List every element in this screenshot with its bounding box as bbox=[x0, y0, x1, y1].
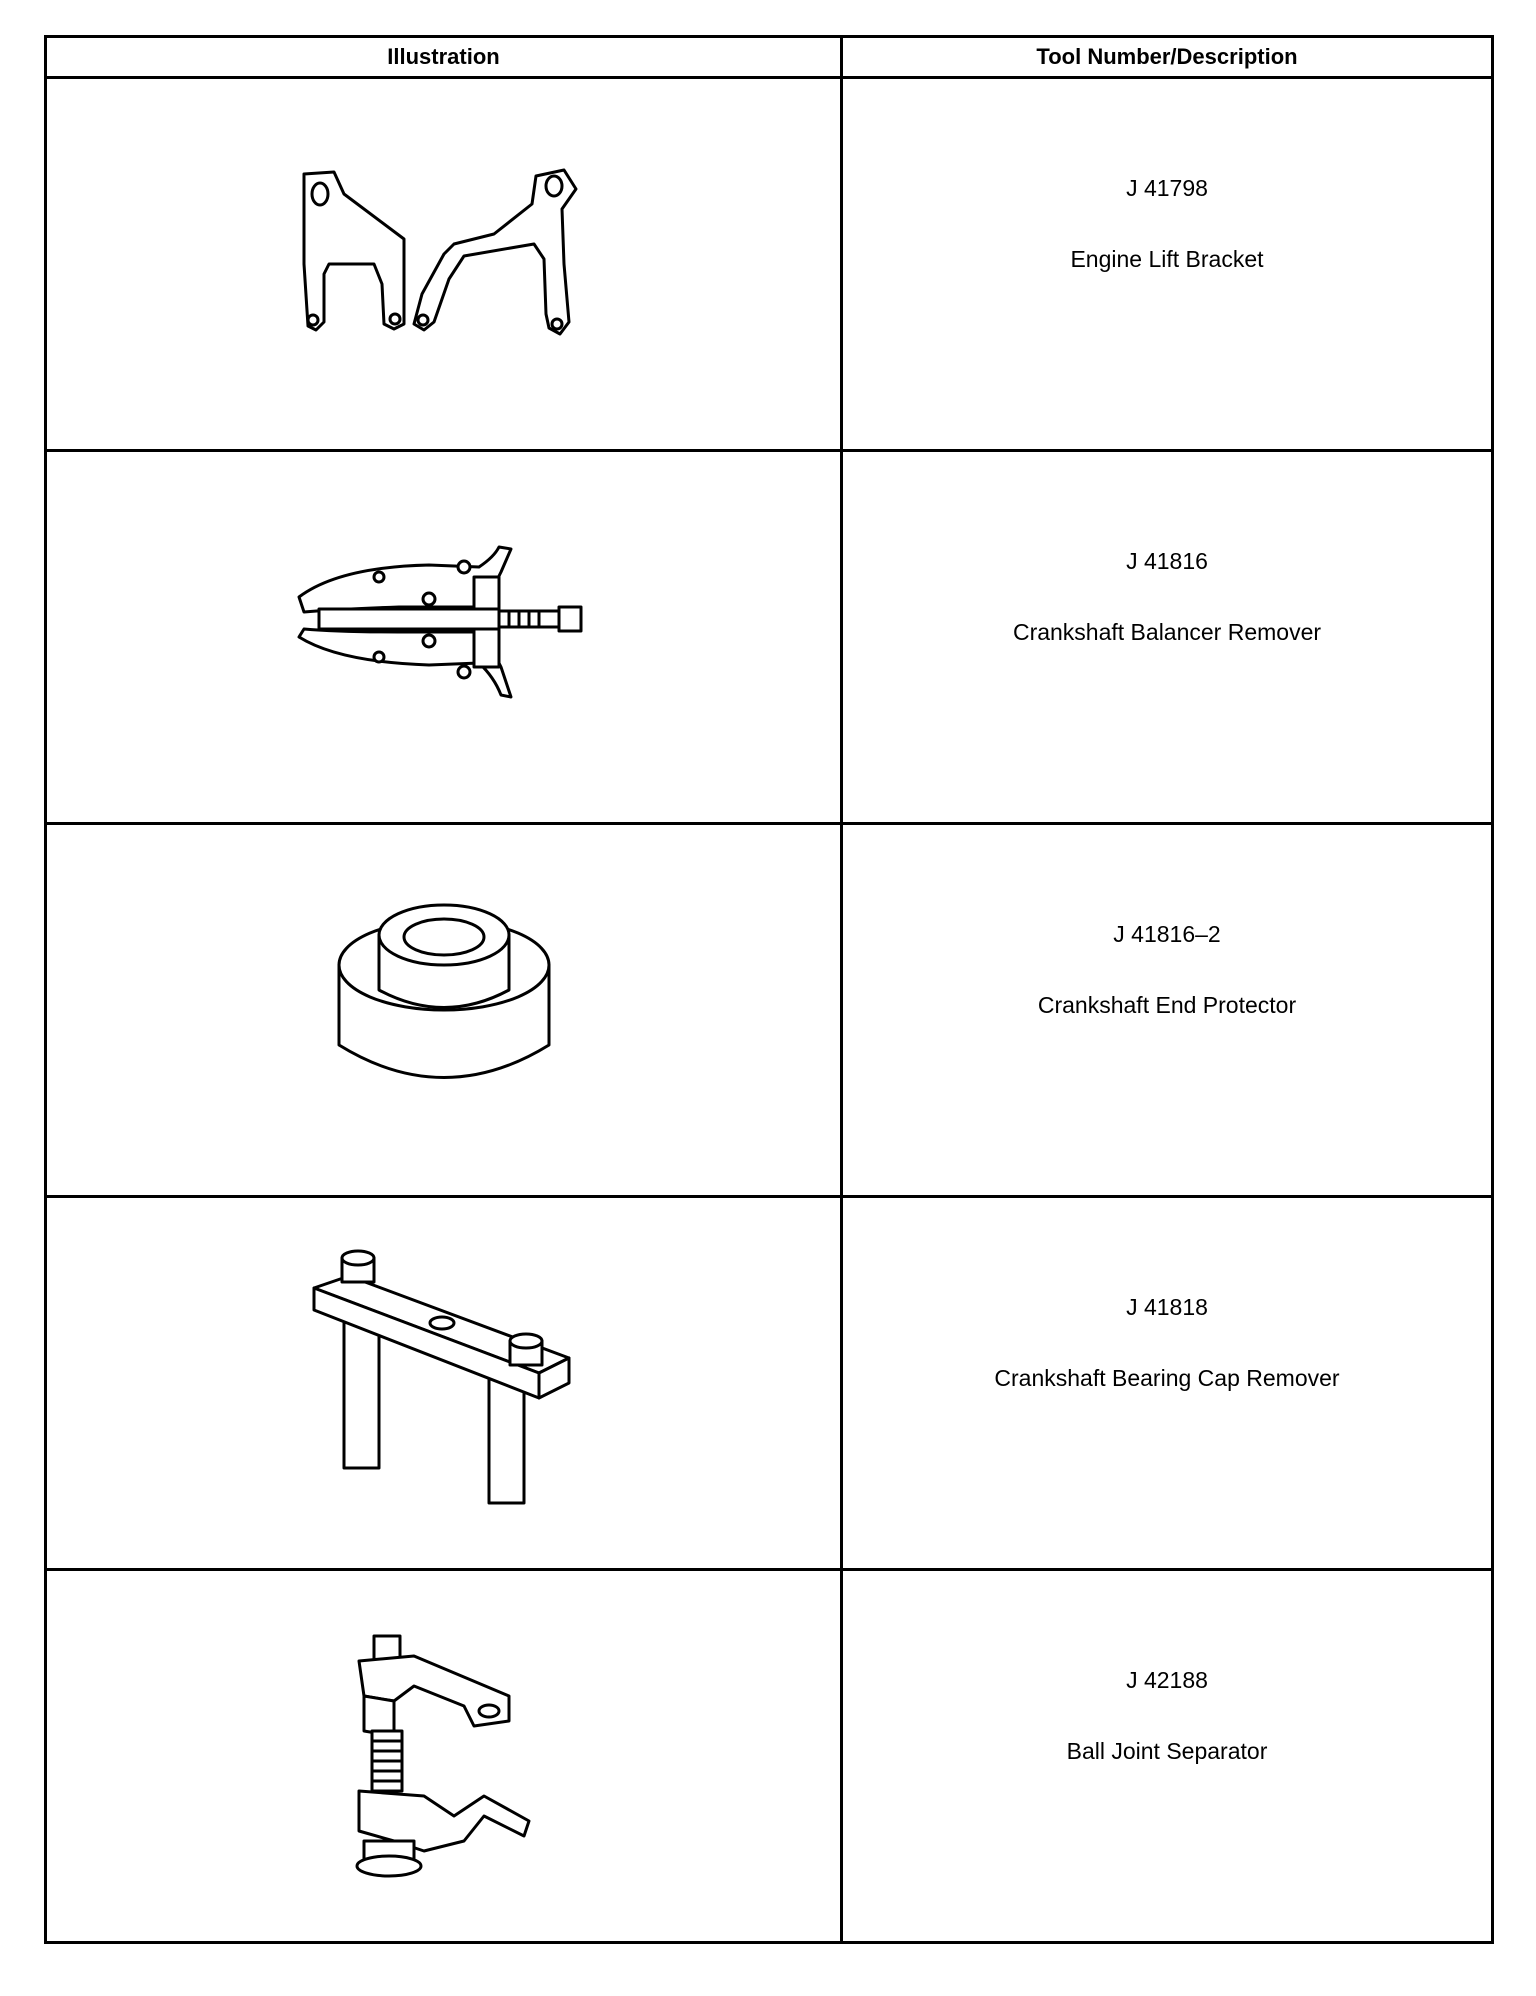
illustration-cell bbox=[46, 78, 842, 451]
tool-description: Engine Lift Bracket bbox=[1070, 246, 1264, 272]
illustration-cell bbox=[46, 451, 842, 824]
balancer-remover-icon bbox=[279, 537, 609, 737]
header-illustration: Illustration bbox=[46, 37, 842, 78]
illustration-cell bbox=[46, 1570, 842, 1943]
tool-description: Crankshaft End Protector bbox=[1037, 992, 1297, 1018]
illustration-cell bbox=[46, 1197, 842, 1570]
tool-cell bbox=[842, 1570, 1493, 1943]
end-protector-icon bbox=[324, 895, 564, 1125]
table-row bbox=[46, 1570, 1493, 1943]
tool-cell bbox=[842, 1197, 1493, 1570]
tools-table bbox=[44, 35, 1494, 1944]
tool-description: Crankshaft Balancer Remover bbox=[1012, 619, 1322, 645]
tool-number: J 41816–2 bbox=[1113, 921, 1221, 947]
tool-number: J 41798 bbox=[1126, 175, 1208, 201]
tool-description: Ball Joint Separator bbox=[1066, 1738, 1268, 1764]
table-row bbox=[46, 824, 1493, 1197]
engine-lift-bracket-icon bbox=[264, 144, 624, 384]
tool-cell bbox=[842, 824, 1493, 1197]
header-row bbox=[46, 37, 1493, 78]
bearing-cap-remover-icon bbox=[294, 1248, 594, 1518]
header-tool-description: Tool Number/Description bbox=[842, 37, 1493, 78]
tool-number: J 41818 bbox=[1126, 1294, 1208, 1320]
illustration-cell bbox=[46, 824, 842, 1197]
tool-cell bbox=[842, 451, 1493, 824]
table-row bbox=[46, 1197, 1493, 1570]
table-row bbox=[46, 451, 1493, 824]
ball-joint-separator-icon bbox=[334, 1626, 554, 1886]
tool-cell bbox=[842, 78, 1493, 451]
table-row bbox=[46, 78, 1493, 451]
tool-number: J 42188 bbox=[1126, 1667, 1208, 1693]
tool-description: Crankshaft Bearing Cap Remover bbox=[994, 1365, 1340, 1391]
tool-number: J 41816 bbox=[1126, 548, 1208, 574]
